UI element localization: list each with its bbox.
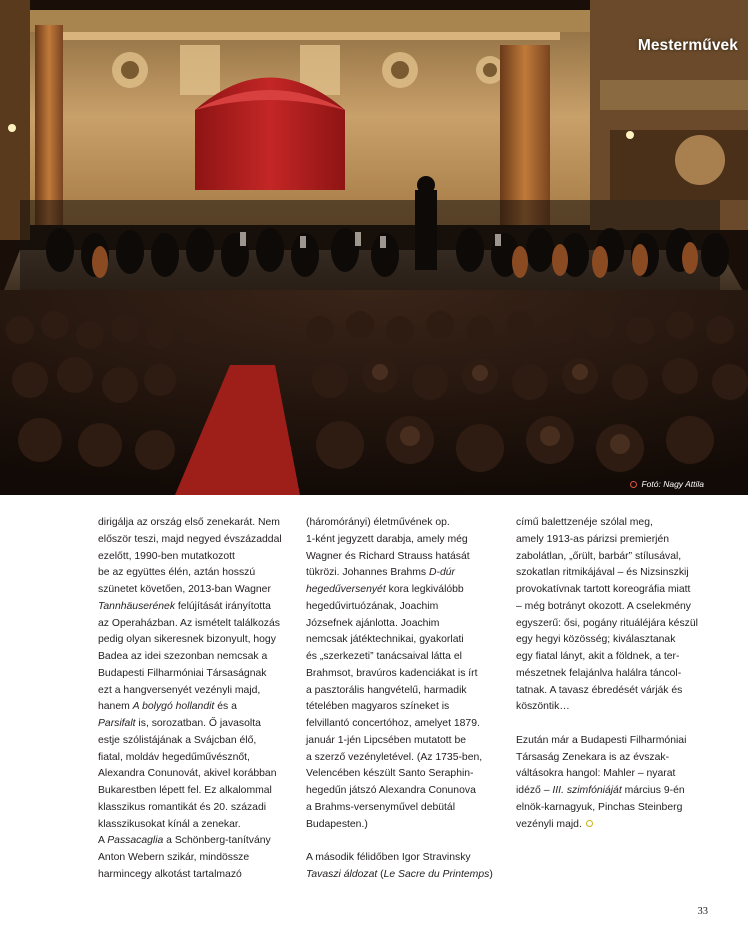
text-line: tükrözi. Johannes Brahms D-dúr [306,567,455,579]
text-line: hegedűversenyét kora legkiválóbb [306,584,464,595]
photo-credit [630,479,704,489]
text-line: egy hegyi közösség; kiválasztanak [516,634,676,646]
text-line: Parsifalt is, sorozatban. Ő javasolta [98,718,261,729]
text-line: Brahmsot, bravúros kadenciákat is írt [306,667,478,679]
text-line: Bukarestben lépett fel. Ez alkalommal [98,785,272,796]
text-line: Badea az idei szezonban nemcsak a [98,651,268,662]
text-line: Tannhäuserének felújítását irányította [98,600,271,612]
text-line: harmincegy alkotást tartalmazó [98,868,242,880]
text-line: és „szerkezeti” tanácsaival látta el [306,651,462,662]
text-line: (háromórányi) életművének op. [306,517,450,528]
text-line: az Operaházban. Az ismételt találkozás [98,617,280,629]
text-line: provokatívnak tartott koreográfia miatt [516,584,691,595]
text-line: vezényli majd. [516,817,714,834]
page-number: 33 [697,906,708,917]
text-line: január 1-jén Lipcsében mutatott be [306,734,467,746]
text-line: A második félidőben Igor Stravinsky [306,852,471,863]
text-line: klasszikusokat kínál a zenekar. [98,818,241,830]
paragraph-break [516,716,714,733]
text-line: egyszerű: ősi, pogány rituáléjára készül [516,617,698,629]
text-line: Budapesten.) [306,818,368,830]
text-line: – még botrányt okozott. A cselekmény [516,600,692,612]
text-line: Társaság Zenekara is az évszak- [516,751,670,763]
text-line: estje szólistájának a Svájcban élő, [98,734,257,746]
credit-bullet-icon [630,481,637,488]
text-line: váltásokra hangol: Mahler – nyarat [516,768,676,780]
text-line: a pasztorális hangvételű, harmadik [306,684,467,696]
photo-credit-text: Fotó: Nagy Attila [641,479,704,489]
text-line: pedig olyan sikeresnek bizonyult, hogy [98,634,276,646]
text-line: a szerző vezényletével. (Az 1735-ben, [306,751,483,763]
text-line: Velencében készült Santo Seraphin- [306,768,474,780]
text-line: egy fiatal lányt, akit a földnek, a ter- [516,651,680,662]
text-line: be az együttes élén, aztán hosszú [98,567,256,579]
text-line: hanem A bolygó hollandit és a [98,701,237,713]
paragraph-break [306,833,504,850]
text-line: először teszi, majd negyed évszázaddal [98,533,282,545]
article-column-2 [306,515,504,884]
end-mark-icon [586,820,593,827]
text-line: zabolátlan, „őrült, barbár” stílusával, [516,550,682,562]
text-line: Józsefnek ajánlotta. Joachim [306,617,440,629]
text-line: Ezután már a Budapesti Filharmóniai [516,734,687,746]
text-line: Tavaszi áldozat (Le Sacre du Printemps) [306,868,493,880]
text-line: a Brahms-versenyművel debütál [306,801,456,813]
text-line: A Passacaglia a Schönberg-tanítvány [98,835,271,847]
text-line: mészetnek felajánlva halálra táncol- [516,667,682,679]
article-column-3 [516,515,714,833]
text-line: tatnak. A tavasz ébredését várják és [516,684,683,696]
text-line: klasszikus romantikát és 20. századi [98,801,267,813]
text-line: felvillantó concertóhoz, amelyet 1879. [306,718,480,729]
article-column-1 [98,515,296,884]
section-title: Mesterművek [637,37,738,54]
text-line: elnök-karnagyuk, Pinchas Steinberg [516,801,683,813]
text-line: dirigálja az ország első zenekarát. Nem [98,517,280,528]
text-line: amely 1913-as párizsi premierjén [516,533,670,545]
text-line: köszöntik… [516,701,570,713]
text-line: című balettzenéje szólal meg, [516,517,653,528]
text-line: Alexandra Conunovát, akivel korábban [98,768,277,780]
text-line: hegedűvirtuózának, Joachim [306,600,439,612]
text-line: fiatal, moldáv hegedűművésznőt, [98,751,250,763]
text-line: Budapesti Filharmóniai Társaságnak [98,667,267,679]
text-line: Wagner és Richard Strauss hatását [306,550,470,562]
text-line: hegedűn játszó Alexandra Conunova [306,785,476,796]
text-line: nemcsak játéktechnikai, gyakorlati [306,634,464,646]
text-line: 1-ként jegyzett darabja, amely még [306,533,468,545]
text-line: ezelőtt, 1990-ben mutatkozott [98,550,235,562]
text-line: szokatlan ritmikájával – és Nizsinszkij [516,567,689,579]
text-line: ezt a hangversenyét vezényli majd, [98,684,261,696]
text-line: idéző – III. szimfóniáját március 9-én [516,785,685,796]
text-line: tételében magyaros színeket is [306,701,450,713]
text-line: szünetet követően, 2013-ban Wagner [98,584,271,595]
text-line: Anton Webern szikár, mindössze [98,852,250,863]
